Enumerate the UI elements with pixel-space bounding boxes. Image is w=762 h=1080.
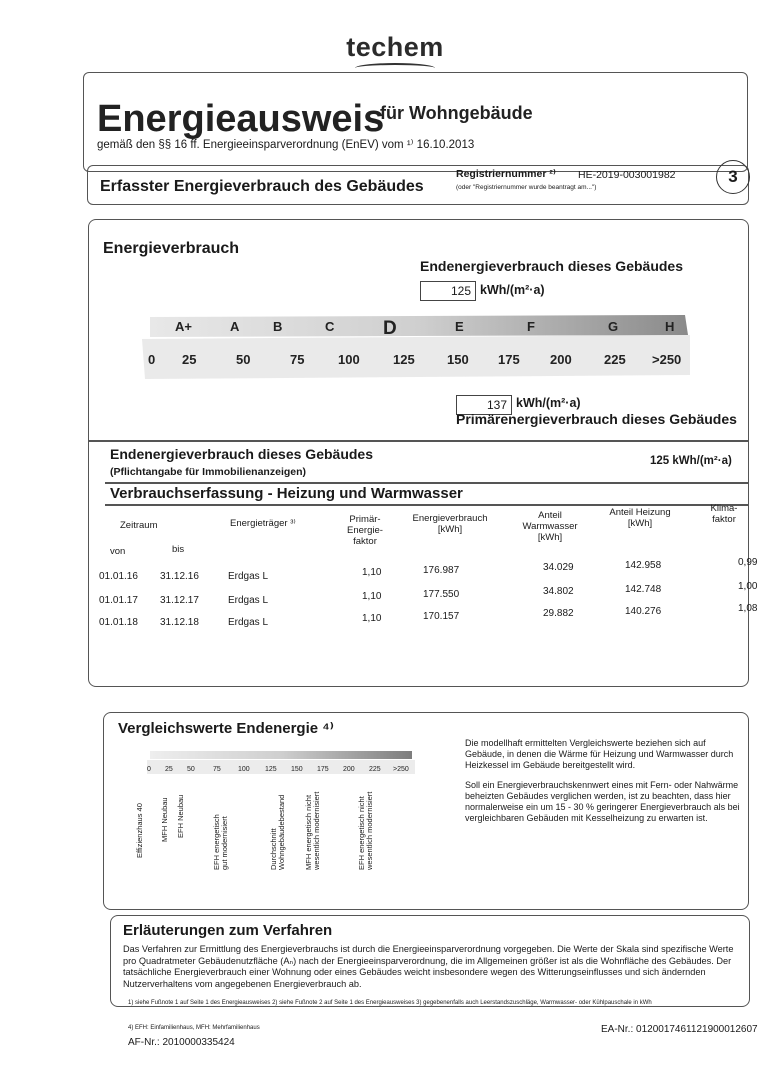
footnote-1-3: 1) siehe Fußnote 1 auf Seite 1 des Energieausweises 2) siehe Fußnote 2 auf Seite 1 des Energieausweises 3) gegebenenfalls auch Leerstandszuschläge, Warmwasser- oder Kühlpauschale in kWh [128,1000,652,1006]
table-cell-von: 01.01.18 [99,617,138,628]
table-cell-ww: 34.029 [543,562,574,573]
scale-tick-label: 200 [550,352,572,367]
table-cell-von: 01.01.16 [99,571,138,582]
scale-tick-label: 225 [604,352,626,367]
vergleichswerte-title: Vergleichswerte Endenergie ⁴⁾ [118,720,334,737]
table-cell-ww: 29.882 [543,608,574,619]
vergleich-tick-label: 25 [165,766,173,773]
table-cell-von: 01.01.17 [99,595,138,606]
vergleich-tick-label: 100 [238,766,250,773]
endenergie-summary-label: Endenergieverbrauch dieses Gebäudes [110,446,373,462]
vergleich-note-2: Soll ein Energieverbrauchskennwert eines mit Fern- oder Nahwärme beheizten Gebäudes verglichen werden, ist zu beachten, dass hier normalerweise ein um 15 - 30 % geringerer Energieverbrauch als bei vergleichbaren Gebäuden mit Kesselheizung zu erwarten ist. [465,780,740,823]
header-klimafaktor: Klima- faktor [710,503,738,525]
vergleich-tick-label: 225 [369,766,381,773]
scale-tick-label: 100 [338,352,360,367]
primaerenergie-unit: kWh/(m²·a) [516,396,581,410]
footnote-4: 4) EFH: Einfamilienhaus, MFH: Mehrfamilienhaus [128,1025,260,1031]
vergleich-label: EFH energetisch nicht wesentlich modernisiert [357,791,374,870]
header-bis: bis [172,544,185,555]
registration-label: Registriernummer ²⁾ [456,168,556,180]
divider [89,440,749,442]
energy-class-H: H [665,319,675,334]
techem-logo: techem [346,32,444,62]
table-cell-hz: 140.276 [625,606,662,617]
table-cell-faktor: 1,10 [362,613,382,624]
header-anteil-warmwasser: Anteil Warmwasser [kWh] [522,510,578,543]
vergleich-note-1: Die modellhaft ermittelten Vergleichswerte beziehen sich auf Gebäude, in denen die Wärme für Heizung und Warmwasser durch Heizkessel im Gebäude bereitgestellt wird. [465,738,734,770]
energy-class-G: G [608,319,619,334]
vergleich-tick-label: 50 [187,766,195,773]
page-title: Energieausweis [97,98,385,140]
table-cell-ww: 34.802 [543,586,574,597]
registration-number: HE-2019-003001982 [578,169,676,181]
table-cell-verbrauch: 177.550 [423,589,460,600]
table-cell-traeger: Erdgas L [228,571,269,582]
vergleich-label: MFH Neubau [160,797,169,842]
table-cell-klima: 1,08 [738,603,758,614]
registration-note: (oder "Registriernummer wurde beantragt am...") [456,184,597,191]
page-subtitle: für Wohngebäude [380,103,533,123]
endenergie-summary-value: 125 kWh/(m²·a) [650,455,732,467]
erlaeuterungen-title: Erläuterungen zum Verfahren [123,922,333,939]
vergleich-tick-label: 125 [265,766,277,773]
table-cell-traeger: Erdgas L [228,617,269,628]
vergleich-label: Effizienzhaus 40 [135,803,144,858]
enev-line: gemäß den §§ 16 ff. Energieeinsparverordnung (EnEV) vom ¹⁾ 16.10.2013 [97,139,475,151]
verbrauchserfassung-title: Verbrauchserfassung - Heizung und Warmwasser [110,485,463,502]
scale-tick-label: 125 [393,352,415,367]
section-title: Erfasster Energieverbrauch des Gebäudes [100,178,424,195]
table-cell-bis: 31.12.17 [160,595,199,606]
primaerenergie-value: 137 [456,395,512,415]
scale-tick-label: 25 [182,352,197,367]
primaerenergie-label: Primärenergieverbrauch dieses Gebäudes [456,411,737,427]
vergleich-scale [145,745,425,785]
vergleich-tick-label: >250 [393,766,409,773]
energy-class-D: D [383,318,397,339]
scale-tick-label: 0 [148,352,156,367]
scale-tick-label: 50 [236,352,251,367]
vergleich-class-bar [150,751,412,759]
table-cell-hz: 142.958 [625,560,662,571]
table-cell-faktor: 1,10 [362,567,382,578]
energy-class-C: C [325,319,335,334]
energy-class-B: B [273,319,283,334]
table-cell-klima: 0,99 [738,557,758,568]
energy-scale [140,307,720,387]
vergleich-tick-label: 0 [147,766,151,773]
divider [105,504,749,506]
energy-class-Aplus: A+ [175,319,192,334]
table-cell-bis: 31.12.16 [160,571,199,582]
ea-number: EA-Nr.: 0120017461121900012607 [601,1024,758,1035]
table-cell-traeger: Erdgas L [228,595,269,606]
vergleich-label: EFH Neubau [176,794,185,838]
energy-class-A: A [230,319,240,334]
erlaeuterungen-text: Das Verfahren zur Ermittlung des Energieverbrauchs ist durch die Energieeinsparverordnung vorgegeben. Die Werte der Skala sind spezifische Werte pro Quadratmeter Gebäudenutzfläche (Aₙ) nach der Energieeinsparverordnung, die im Allgemeinen größer ist als die Wohnfläche des Gebäudes. Der tatsächliche Energieverbrauch einer Wohnung oder eines Gebäudes weicht insbesondere wegen des Witterungseinflusses und sich ändernden Nutzerverhaltens vom angegebenen Energieverbrauch ab. [123,944,734,989]
table-cell-klima: 1,00 [738,581,758,592]
divider [105,482,749,484]
header-anteil-heizung: Anteil Heizung [kWh] [609,507,671,529]
vergleich-tick-label: 175 [317,766,329,773]
header-zeitraum: Zeitraum [120,520,158,531]
endenergie-label: Endenergieverbrauch dieses Gebäudes [420,258,683,274]
scale-tick-label: >250 [652,352,682,367]
endenergie-value: 125 [420,281,476,301]
vergleich-label: Durchschnitt Wohngebäudebestand [269,794,286,870]
scale-tick-label: 75 [290,352,305,367]
vergleich-label: EFH energetisch gut modernisiert [212,814,229,870]
vergleich-tick-label: 200 [343,766,355,773]
scale-tick-label: 150 [447,352,469,367]
vergleich-tick-label: 150 [291,766,303,773]
scale-tick-label: 175 [498,352,520,367]
table-cell-faktor: 1,10 [362,591,382,602]
vergleich-label: MFH energetisch nicht wesentlich modernisiert [304,791,321,870]
energy-class-F: F [527,319,535,334]
header-von: von [110,546,126,557]
endenergie-unit: kWh/(m²·a) [480,283,545,297]
header-energieverbrauch: Energieverbrauch [kWh] [412,513,488,535]
vergleich-tick-label: 75 [213,766,221,773]
header-primaerenergiefaktor: Primär- Energie- faktor [347,514,383,547]
energy-class-E: E [455,319,464,334]
table-cell-bis: 31.12.18 [160,617,199,628]
page-number-badge: 3 [716,160,750,194]
energieverbrauch-title: Energieverbrauch [103,240,240,257]
table-cell-verbrauch: 170.157 [423,611,460,622]
pflicht-note: (Pflichtangabe für Immobilienanzeigen) [110,466,307,478]
table-cell-hz: 142.748 [625,584,662,595]
table-cell-verbrauch: 176.987 [423,565,460,576]
af-number: AF-Nr.: 2010000335424 [128,1037,235,1048]
header-energietraeger: Energieträger ³⁾ [230,518,296,529]
